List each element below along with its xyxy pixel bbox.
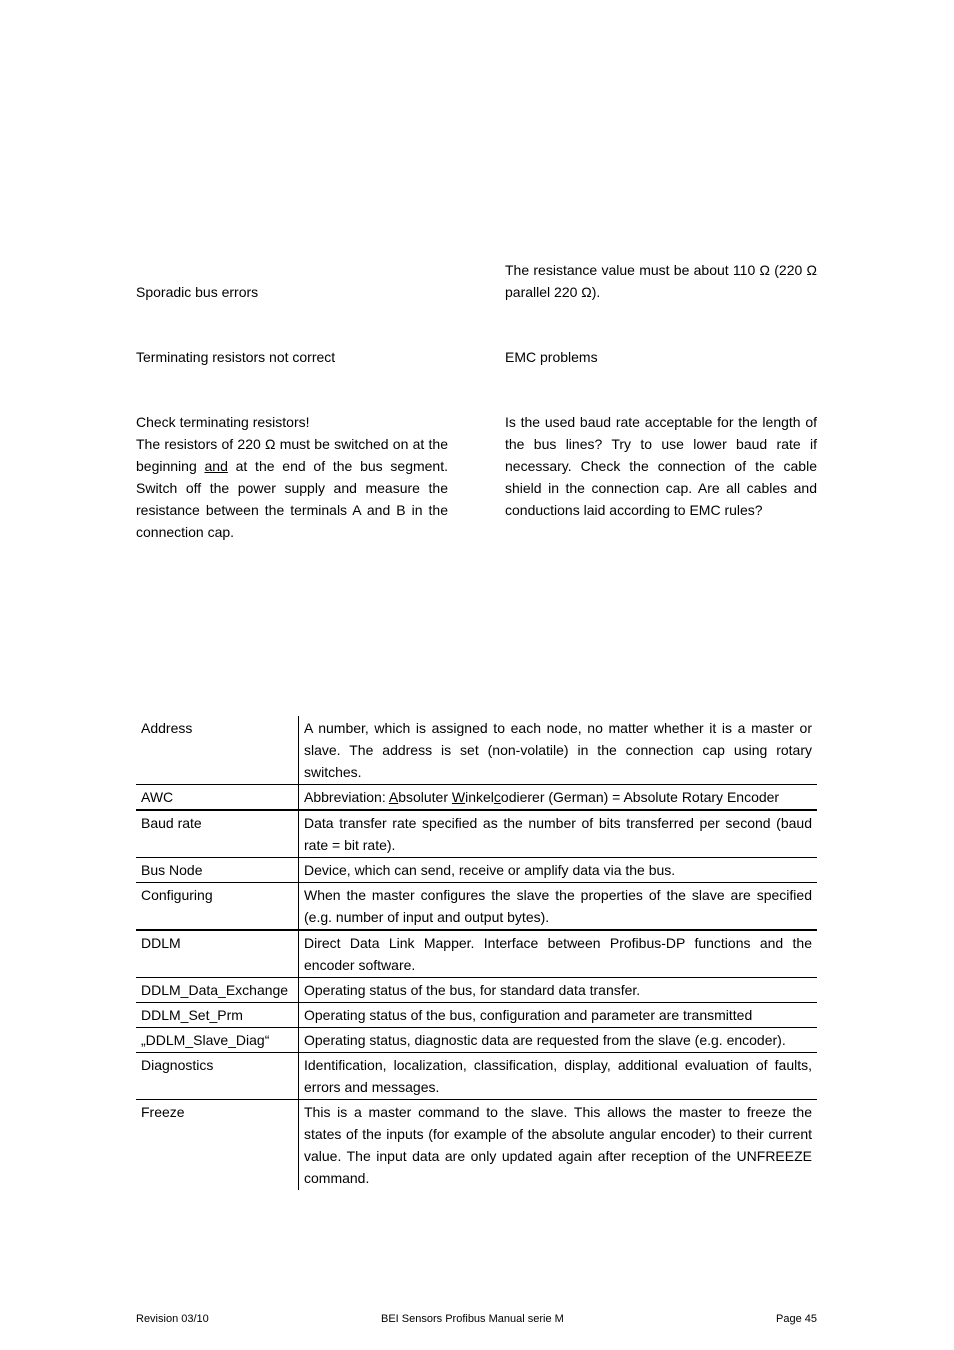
glossary-definition [299, 785, 818, 811]
glossary-definition: Identification, localization, classification, display, additional evaluation of faults, errors and messages. [299, 1053, 818, 1100]
glossary-term: Bus Node [136, 858, 299, 883]
table-row [136, 978, 817, 1003]
glossary-term: Configuring [136, 883, 299, 931]
glossary-definition: A number, which is assigned to each node, no matter whether it is a master or slave. The address is set (non-volatile) in the connection cap using rotary switches. [299, 716, 818, 785]
awc-part: W [451, 789, 466, 805]
glossary-term: Address [136, 716, 299, 785]
footer-page-number: Page 45 [776, 1313, 817, 1325]
table-row [136, 930, 817, 978]
awc-part: odierer (German) = Absolute Rotary Encoder [500, 789, 780, 805]
remedy-text-a: The resistors of 220 Ω must be switched on at the beginning [136, 436, 448, 474]
awc-part: inkel [465, 789, 494, 805]
awc-part: c [493, 789, 501, 805]
glossary-definition: This is a master command to the slave. This allows the master to freeze the states of the inputs (for example of the absolute angular encoder) to their current value. The input data are only updated again after reception of the UNFREEZE command. [304, 1104, 812, 1186]
glossary-definition: Direct Data Link Mapper. Interface between Profibus-DP functions and the encoder software. [299, 930, 818, 978]
resistance-value-note: The resistance value must be about 110 Ω (220 Ω parallel 220 Ω). [505, 262, 817, 300]
footer-manual-title: BEI Sensors Profibus Manual serie M [381, 1313, 564, 1325]
glossary-definition: Operating status, diagnostic data are requested from the slave (e.g. encoder). [299, 1028, 818, 1053]
table-row [136, 1028, 817, 1053]
table-row [136, 716, 817, 785]
remedy-text-b: at the end of the bus segment. Switch off the power supply and measure the resistance between the terminals A and B in the connection cap. [136, 458, 448, 540]
remedy-text [136, 433, 448, 543]
table-row [136, 858, 817, 883]
table-row [136, 1053, 817, 1100]
glossary-definition: Data transfer rate specified as the number of bits transferred per second (baud rate = bit rate). [299, 810, 818, 858]
glossary-term: AWC [136, 785, 299, 811]
table-row [136, 1003, 817, 1028]
table-row [136, 883, 817, 931]
remedy-emc: Is the used baud rate acceptable for the length of the bus lines? Try to use lower baud rate if necessary. Check the connection of the cable shield in the connection cap. Are all cables and conductions laid according to EMC rules? [505, 414, 817, 518]
glossary-term: Diagnostics [136, 1053, 299, 1100]
awc-part: Abbreviation: [304, 789, 389, 805]
glossary-term: Freeze [136, 1100, 299, 1191]
glossary-definition: Device, which can send, receive or amplify data via the bus. [299, 858, 818, 883]
glossary-definition: Operating status of the bus, for standard data transfer. [299, 978, 818, 1003]
glossary-definition: Operating status of the bus, configuration and parameter are transmitted [299, 1003, 818, 1028]
cause-terminating-resistors: Terminating resistors not correct [136, 349, 336, 365]
table-row [136, 1100, 817, 1191]
cause-emc-problems: EMC problems [505, 349, 598, 365]
remedy-title: Check terminating resistors! [136, 414, 310, 430]
awc-part: bsoluter [398, 789, 452, 805]
glossary-term: „DDLM_Slave_Diag“ [136, 1028, 299, 1053]
awc-part: A [388, 789, 399, 805]
table-row [136, 810, 817, 858]
remedy-check-resistors [136, 411, 448, 543]
remedy-text-and: and [204, 458, 228, 474]
glossary-term: Baud rate [136, 810, 299, 858]
problem-sporadic-bus-errors: Sporadic bus errors [136, 284, 259, 300]
glossary-term: DDLM_Set_Prm [136, 1003, 299, 1028]
glossary-term: DDLM [136, 930, 299, 978]
glossary-definition: When the master configures the slave the properties of the slave are specified (e.g. number of input and output bytes). [299, 883, 818, 931]
glossary-table [136, 716, 817, 1190]
footer-revision: Revision 03/10 [136, 1313, 209, 1325]
glossary-term: DDLM_Data_Exchange [136, 978, 299, 1003]
table-row [136, 785, 817, 811]
